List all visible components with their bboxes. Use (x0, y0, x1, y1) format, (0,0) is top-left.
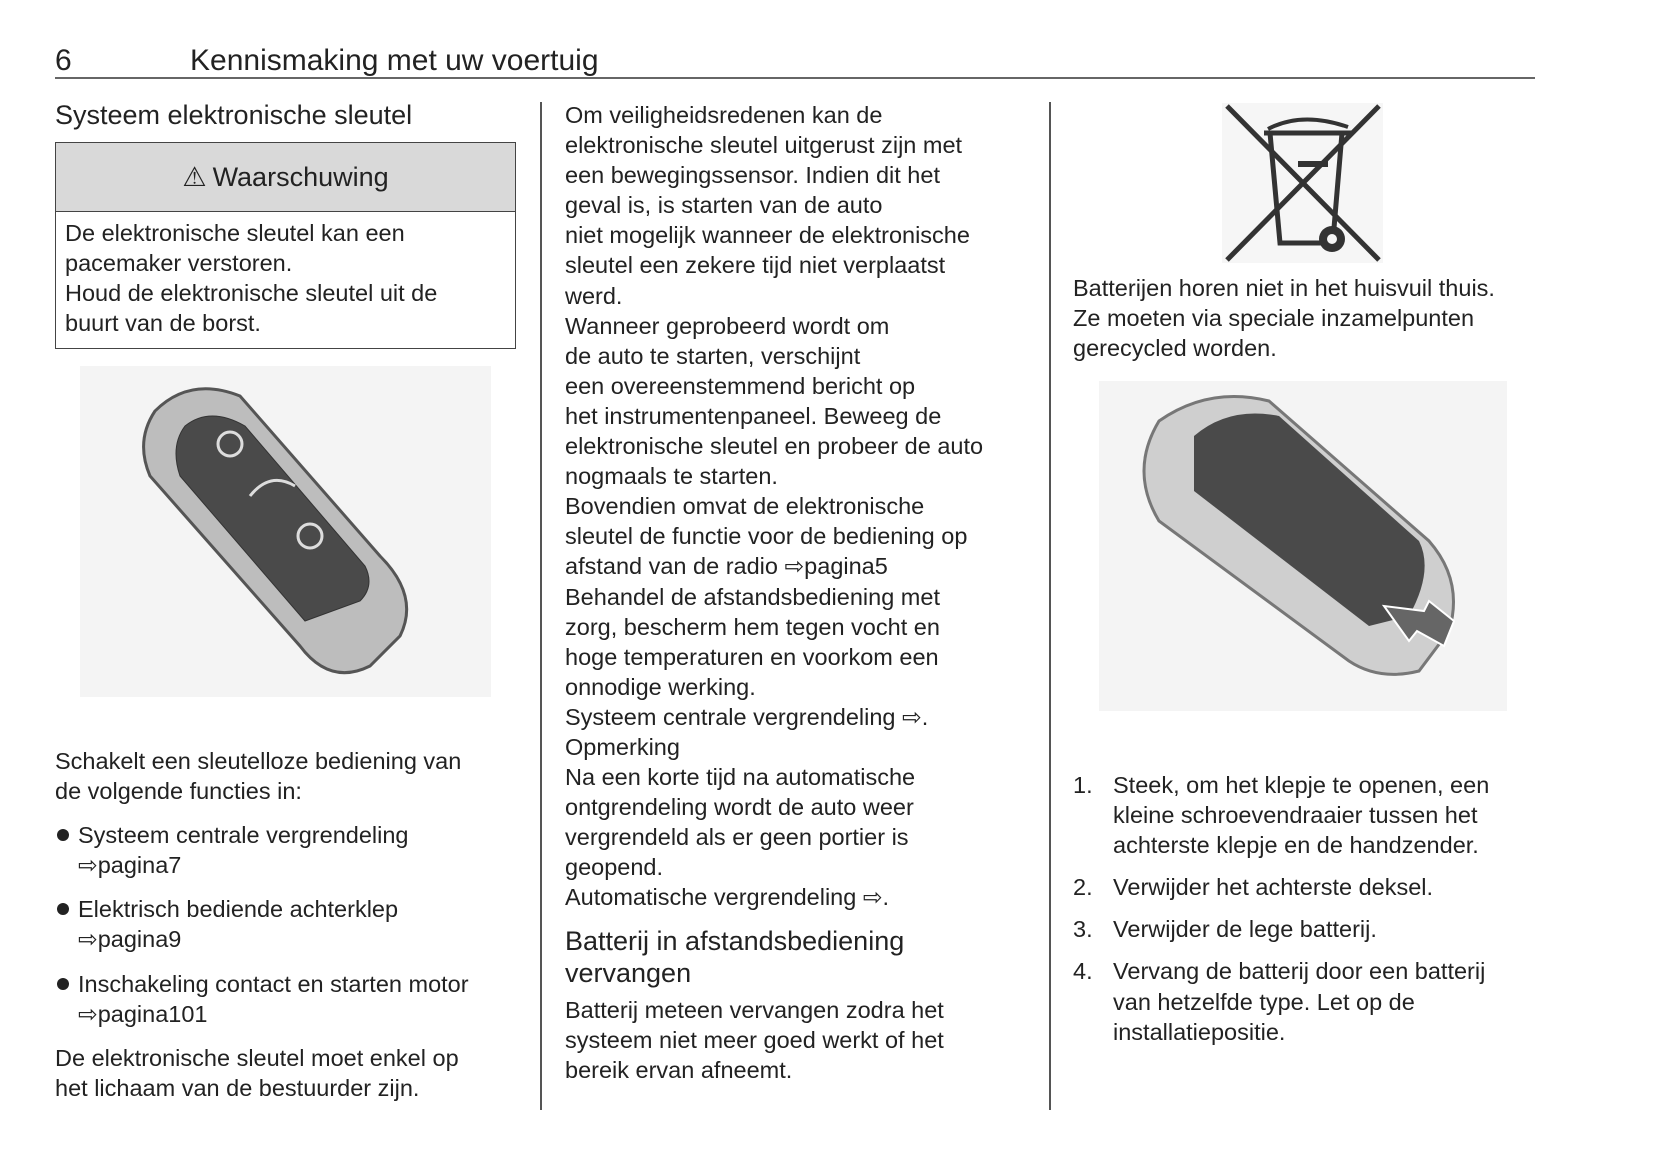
body-line: zorg, bescherm hem tegen vocht en (565, 613, 940, 640)
step-line: achterste klepje en de handzender. (1113, 832, 1479, 859)
body-line: een bewegingssensor. Indien dit het (565, 162, 940, 189)
intro-line: de volgende functies in: (55, 778, 302, 805)
column-divider (540, 102, 542, 1110)
body-line: afstand van de radio ⇨pagina5 (565, 553, 888, 580)
bullet-text: Inschakeling contact en starten motor (78, 970, 469, 997)
body-line: Behandel de afstandsbediening met (565, 583, 940, 610)
page-link[interactable]: ⇨pagina101 (78, 1000, 208, 1027)
body-line: werd. (565, 282, 623, 309)
disposal-line: gerecycled worden. (1073, 335, 1277, 362)
body-line: sleutel de functie voor de bediening op (565, 523, 968, 550)
section-heading (565, 925, 1035, 989)
step-number: 2. (1073, 874, 1093, 901)
body-line: elektronische sleutel en probeer de auto (565, 433, 984, 460)
step-number: 1. (1073, 772, 1093, 798)
body-line: onnodige werking. (565, 673, 756, 700)
step-number: 4. (1073, 958, 1093, 985)
body-line: Systeem centrale vergrendeling ⇨. (565, 703, 929, 730)
bullet-text: Elektrisch bediende achterklep (78, 896, 399, 923)
note-line: Automatische vergrendeling ⇨. (565, 884, 890, 911)
body-line: hoge temperaturen en voorkom een (565, 643, 939, 670)
step-item (1073, 914, 1553, 944)
step-line: van hetzelfde type. Let op de (1113, 988, 1415, 1015)
bullet-item (55, 969, 469, 1029)
page-title: Kennismaking met uw voertuig (190, 44, 599, 77)
section-heading: Systeem elektronische sleutel (55, 100, 413, 130)
body-line: de auto te starten, verschijnt (565, 342, 861, 369)
note-line: Na een korte tijd na automatische (565, 764, 916, 791)
body-line: bereik ervan afneemt. (565, 1056, 793, 1083)
body-line: elektronische sleutel uitgerust zijn met (565, 132, 963, 159)
step-line: Verwijder het achterste deksel. (1113, 874, 1434, 901)
step-item (1073, 770, 1553, 860)
note-label: Opmerking (565, 733, 680, 760)
page-number: 6 (55, 44, 72, 77)
closing-line: De elektronische sleutel moet enkel op (55, 1044, 459, 1071)
bullet-text: Systeem centrale vergrendeling (78, 822, 409, 849)
body-line: het instrumentenpaneel. Beweeg de (565, 402, 942, 429)
body-line: geval is, is starten van de auto (565, 192, 883, 219)
note-line: geopend. (565, 854, 664, 881)
disposal-line: Batterijen horen niet in het huisvuil thuis. (1073, 275, 1495, 301)
disposal-line: Ze moeten via speciale inzamelpunten (1073, 305, 1475, 332)
step-line: Steek, om het klepje te openen, een (1113, 772, 1490, 798)
heading-line: Batterij in afstandsbediening (565, 925, 905, 956)
bullet-item (55, 894, 469, 954)
steps-list (1073, 770, 1553, 1047)
warning-box (55, 142, 516, 349)
column-divider (1049, 102, 1051, 1110)
key-fob-battery-illustration (1099, 381, 1507, 711)
page-link[interactable]: ⇨pagina7 (78, 852, 182, 879)
body-line: nogmaals te starten. (565, 463, 778, 490)
warning-line: Houd de elektronische sleutel uit de (65, 280, 438, 307)
step-number: 3. (1073, 916, 1093, 943)
step-item (1073, 956, 1553, 1046)
warning-line: pacemaker verstoren. (65, 250, 293, 277)
warning-icon: ⚠ (182, 161, 207, 192)
step-item (1073, 872, 1553, 902)
body-line: een overeenstemmend bericht op (565, 372, 916, 399)
intro-line: Schakelt een sleutelloze bediening van (55, 748, 462, 774)
body-line: sleutel een zekere tijd niet verplaatst (565, 252, 946, 279)
warning-line: buurt van de borst. (65, 310, 261, 337)
note-line: vergrendeld als er geen portier is (565, 824, 909, 851)
bullet-item (55, 820, 469, 880)
page-link[interactable]: ⇨pagina9 (78, 926, 182, 953)
step-line: installatiepositie. (1113, 1018, 1286, 1045)
body-line: niet mogelijk wanneer de elektronische (565, 222, 970, 249)
warning-title: Waarschuwing (212, 161, 389, 192)
body-line: Bovendien omvat de elektronische (565, 493, 925, 520)
warning-line: De elektronische sleutel kan een (65, 220, 405, 246)
no-trash-bin-icon (1222, 103, 1383, 263)
note-line: ontgrendeling wordt de auto weer (565, 794, 914, 821)
header-rule (55, 77, 1535, 79)
closing-line: het lichaam van de bestuurder zijn. (55, 1074, 420, 1101)
step-line: kleine schroevendraaier tussen het (1113, 802, 1478, 829)
heading-line: vervangen (565, 957, 692, 988)
body-line: Batterij meteen vervangen zodra het (565, 996, 944, 1023)
body-line: Wanneer geprobeerd wordt om (565, 312, 890, 339)
step-line: Verwijder de lege batterij. (1113, 916, 1377, 943)
body-line: Om veiligheidsredenen kan de (565, 102, 883, 128)
key-fob-illustration (80, 366, 491, 697)
body-text-column-2 (565, 100, 1035, 1085)
body-line: systeem niet meer goed werkt of het (565, 1026, 944, 1053)
step-line: Vervang de batterij door een batterij (1113, 958, 1486, 985)
